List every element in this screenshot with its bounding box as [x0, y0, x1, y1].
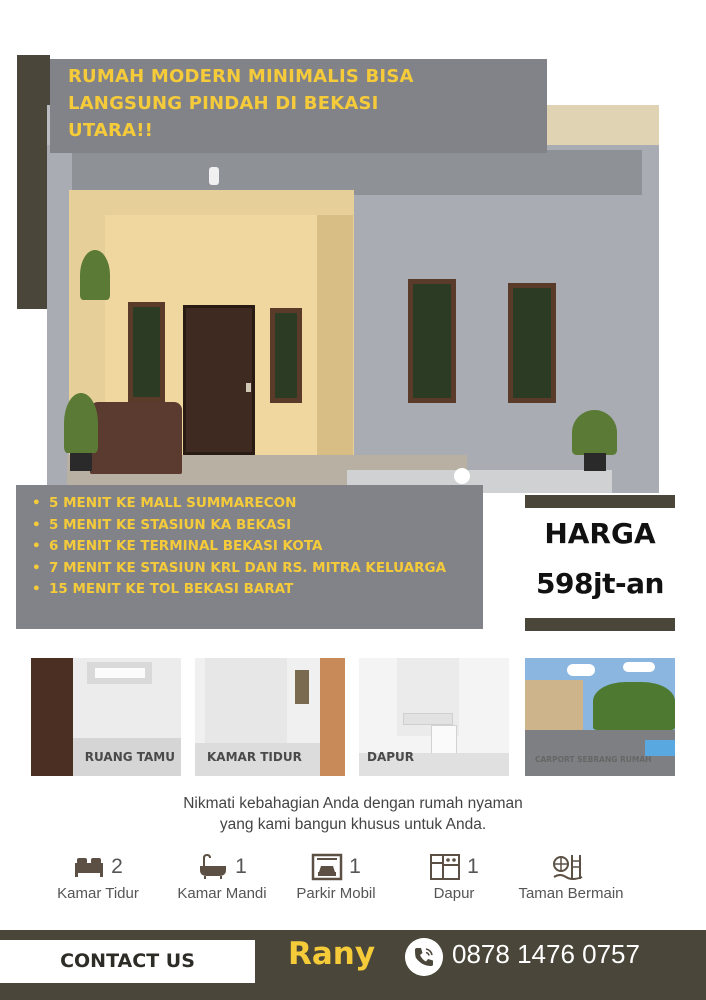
house-photo-door — [183, 305, 255, 455]
tagline — [100, 793, 606, 835]
amenity-bathroom — [165, 852, 279, 902]
amenity-playground — [506, 852, 636, 902]
house-photo-porch-pillar — [317, 215, 353, 475]
feature-text: 5 MENIT KE STASIUN KA BEKASI — [49, 516, 292, 533]
amenity-label: Kamar Tidur — [57, 885, 139, 902]
amenity-count: 1 — [467, 855, 479, 878]
tagline-line: Nikmati kebahagian Anda dengan rumah nyaman — [183, 795, 523, 812]
feature-item — [32, 536, 467, 558]
garage-icon — [311, 853, 343, 881]
house-photo-sofa — [90, 402, 182, 474]
price-top-bar — [525, 495, 675, 508]
bathtub-icon — [197, 853, 229, 881]
photo-cloud — [623, 662, 655, 672]
contact-us-button[interactable]: CONTACT US — [0, 940, 255, 983]
bullet: • — [32, 495, 41, 511]
amenity-bedroom — [46, 852, 150, 902]
hero-title-line: UTARA!! — [68, 120, 154, 141]
house-photo-door-handle — [246, 383, 251, 392]
house-photo-sky — [547, 105, 659, 145]
photo-counter — [403, 713, 453, 725]
house-photo-window — [128, 302, 165, 402]
hero-title-line: RUMAH MODERN MINIMALIS BISA — [68, 66, 414, 87]
feature-text: 6 MENIT KE TERMINAL BEKASI KOTA — [49, 538, 323, 554]
hero-title-banner — [50, 59, 547, 153]
bullet: • — [32, 559, 41, 576]
gallery-photo-bedroom[interactable] — [195, 658, 345, 776]
feature-item — [32, 493, 467, 515]
house-photo-window — [408, 279, 456, 403]
playground-icon — [552, 853, 584, 881]
tagline-line: yang kami bangun khusus untuk Anda. — [219, 816, 487, 833]
amenity-label: Kamar Mandi — [177, 885, 267, 902]
photo-trees — [593, 682, 675, 730]
phone-icon[interactable] — [405, 938, 443, 976]
feature-item — [32, 558, 467, 580]
gallery-label: CARPORT SEBRANG RUMAH — [535, 755, 652, 764]
amenity-count: 1 — [235, 855, 247, 878]
house-photo-lamp — [209, 167, 219, 185]
bullet: • — [32, 581, 41, 597]
gallery-photo-kitchen[interactable] — [359, 658, 509, 776]
gallery-label: DAPUR — [367, 750, 415, 764]
hero-title-line: LANGSUNG PINDAH DI BEKASI — [68, 93, 379, 114]
feature-text: 7 MENIT KE STASIUN KRL DAN RS. MITRA KELUARGA — [49, 559, 447, 576]
features-list — [16, 485, 483, 629]
carousel-dot[interactable] — [454, 468, 470, 484]
house-photo-pot — [584, 453, 606, 471]
contact-name: Rany — [288, 936, 376, 972]
house-photo-plant — [572, 410, 617, 455]
price-label: HARGA — [544, 517, 656, 550]
feature-text: 5 MENIT KE MALL SUMMARECON — [49, 495, 297, 511]
kitchen-icon — [429, 853, 461, 881]
house-photo-pot — [70, 453, 92, 471]
price-bottom-bar — [525, 618, 675, 631]
bed-icon — [73, 853, 105, 881]
contact-phone-number[interactable]: 0878 1476 0757 — [452, 939, 640, 969]
house-photo-plant — [64, 393, 98, 453]
amenity-label: Taman Bermain — [518, 885, 624, 902]
amenity-count: 2 — [111, 855, 123, 878]
feature-text: 15 MENIT KE TOL BEKASI BARAT — [49, 581, 294, 597]
feature-item — [32, 515, 467, 537]
amenity-parking — [286, 852, 386, 902]
house-photo-hanging-plant — [80, 250, 110, 300]
gallery-photo-carport[interactable] — [525, 658, 675, 776]
amenity-count: 1 — [349, 855, 361, 878]
photo-pool — [645, 740, 675, 756]
house-photo-window — [508, 283, 556, 403]
bullet: • — [32, 538, 41, 554]
amenity-kitchen — [418, 852, 490, 902]
gallery-photo-living-room[interactable] — [31, 658, 181, 776]
house-photo — [47, 105, 659, 493]
house-photo-roof — [72, 150, 642, 195]
photo-cloud — [567, 664, 595, 676]
amenity-label: Parkir Mobil — [296, 885, 376, 902]
photo-light — [95, 668, 145, 678]
footer-contact-bar — [0, 930, 706, 1000]
gallery-label: RUANG TAMU — [84, 750, 175, 764]
amenity-label: Dapur — [433, 885, 475, 902]
bullet: • — [32, 516, 41, 533]
house-photo-window — [270, 308, 302, 403]
photo-window — [295, 670, 309, 704]
gallery-label: KAMAR TIDUR — [207, 750, 302, 764]
feature-item — [32, 579, 467, 601]
hero-accent-bar — [17, 55, 50, 309]
price-value: 598jt-an — [536, 567, 664, 600]
photo-wall — [205, 658, 287, 743]
